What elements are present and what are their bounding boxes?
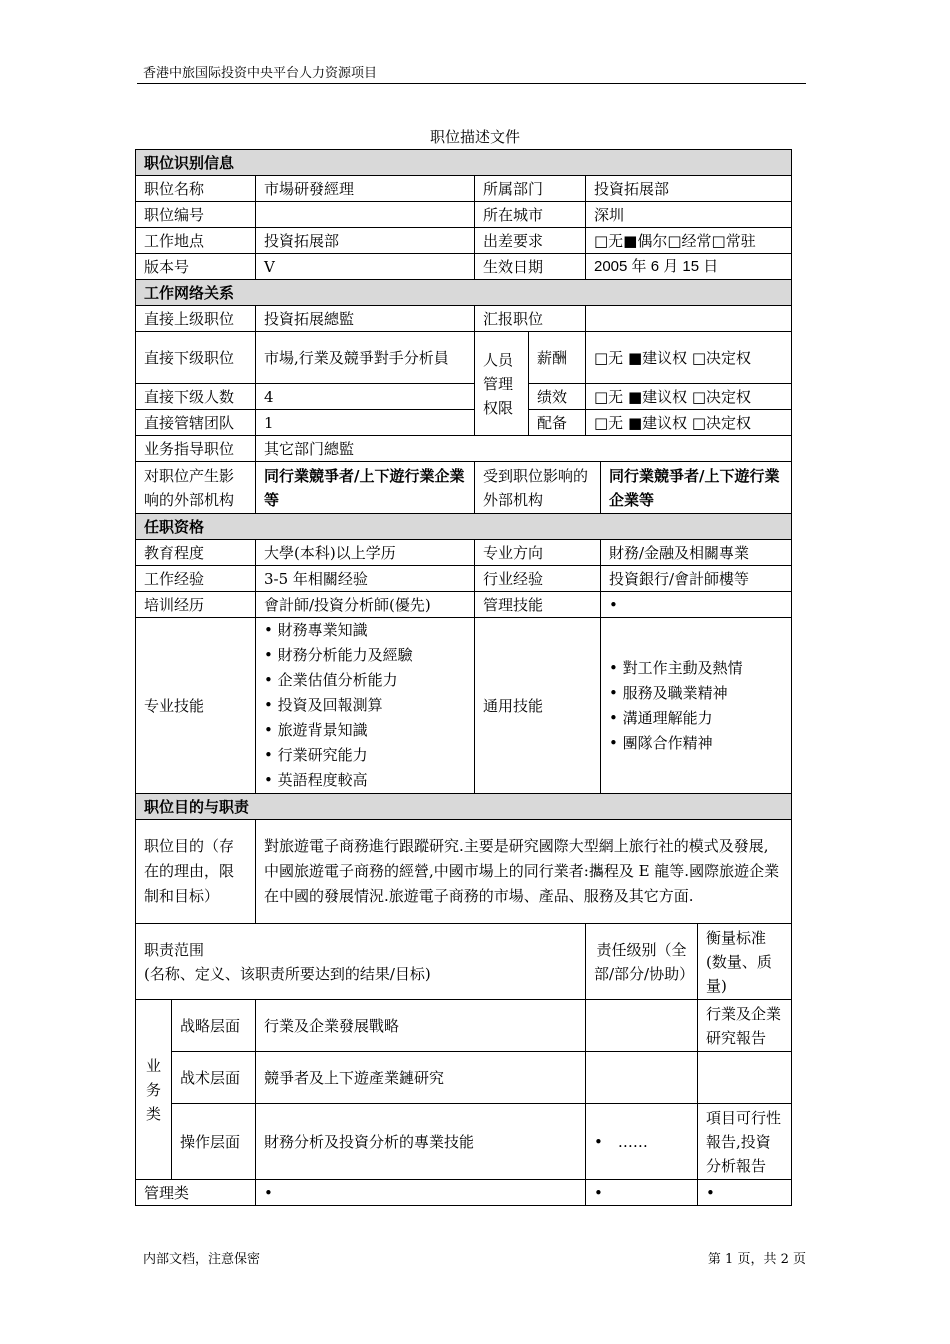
value-direct-team: 1 — [256, 410, 475, 436]
value-industry-experience: 投資銀行/會計師樓等 — [601, 566, 792, 592]
label-staff-authority: 人员管理权限 — [475, 332, 529, 436]
value-management-standard: • — [698, 1180, 792, 1206]
list-item: • 團隊合作精神 — [609, 731, 783, 756]
value-training: 會計師/投資分析師(優先) — [256, 592, 475, 618]
value-management-skills: • — [601, 592, 792, 618]
label-travel-requirement: 出差要求 — [475, 228, 586, 254]
list-item: • 財務專業知識 — [264, 618, 466, 643]
list-item: • 投資及回報測算 — [264, 693, 466, 718]
header-duty-scope — [136, 924, 586, 1000]
value-strategic-standard: 行業及企業研究報告 — [698, 1000, 792, 1052]
label-version: 版本号 — [136, 254, 256, 280]
section-purpose-duties: 职位目的与职责 — [136, 794, 792, 820]
label-professional-skills: 专业技能 — [136, 618, 256, 794]
label-work-experience: 工作经验 — [136, 566, 256, 592]
value-operational-duty: 財務分析及投資分析的專業技能 — [256, 1104, 586, 1180]
page-header: 香港中旅国际投资中央平台人力资源项目 — [143, 66, 378, 81]
professional-skills-list — [264, 618, 466, 793]
value-management-duty: • — [256, 1180, 586, 1206]
value-salary-authority: □无 ■建议权 □决定权 — [586, 332, 792, 384]
value-work-location: 投資拓展部 — [256, 228, 475, 254]
label-effective-date: 生效日期 — [475, 254, 586, 280]
value-effective-date: 2005 年 6 月 15 日 — [586, 254, 792, 280]
value-education: 大學(本科)以上学历 — [256, 540, 475, 566]
label-report-position: 汇报职位 — [475, 306, 586, 332]
value-tactical-level — [586, 1052, 698, 1104]
list-item: • 旅遊背景知識 — [264, 718, 466, 743]
value-operational-standard: 項目可行性報告,投資分析報告 — [698, 1104, 792, 1180]
label-direct-team: 直接管辖团队 — [136, 410, 256, 436]
duty-scope-subtitle: (名称、定义、该职责所要达到的结果/目标) — [144, 964, 431, 983]
value-position-purpose: 對旅遊電子商務進行跟蹤研究.主要是研究國際大型網上旅行社的模式及發展,中國旅遊電子商務的經營,中國市場上的同行業者:攜程及 E 龍等.國際旅遊企業在中國的發展情況.旅遊電子商務的市場、產品、服務及其它方面. — [256, 820, 792, 924]
duty-scope-title: 职责范围 — [144, 940, 205, 959]
section-qualifications: 任职资格 — [136, 514, 792, 540]
label-major: 专业方向 — [475, 540, 601, 566]
label-education: 教育程度 — [136, 540, 256, 566]
label-general-skills: 通用技能 — [475, 618, 601, 794]
label-training: 培训经历 — [136, 592, 256, 618]
header-rule — [137, 83, 806, 84]
label-salary: 薪酬 — [529, 332, 586, 384]
value-position-name: 市場研發經理 — [256, 176, 475, 202]
value-department: 投資拓展部 — [586, 176, 792, 202]
label-operational-layer: 操作层面 — [172, 1104, 256, 1180]
document-title: 职位描述文件 — [429, 128, 520, 146]
value-travel-requirement: □无■偶尔□经常□常驻 — [586, 228, 792, 254]
section-position-identity: 职位识别信息 — [136, 150, 792, 176]
value-work-experience: 3-5 年相關经验 — [256, 566, 475, 592]
label-position-purpose: 职位目的（存在的理由，限制和目标） — [136, 820, 256, 924]
label-business-category: 业务类 — [136, 1000, 172, 1180]
value-influencing-organizations: 同行業競爭者/上下遊行業企業等 — [256, 462, 475, 514]
job-description-table — [135, 149, 792, 1206]
list-item: • 英語程度較高 — [264, 768, 466, 793]
list-item: • 財務分析能力及經驗 — [264, 643, 466, 668]
header-measurement-standard: 衡量标准(数量、质量) — [698, 924, 792, 1000]
value-subordinate-count: 4 — [256, 384, 475, 410]
label-work-location: 工作地点 — [136, 228, 256, 254]
label-department: 所属部门 — [475, 176, 586, 202]
label-tactical-layer: 战术层面 — [172, 1052, 256, 1104]
value-staffing-authority: □无 ■建议权 □决定权 — [586, 410, 792, 436]
header-responsibility-level: 责任级别（全部/部分/协助） — [586, 924, 698, 1000]
label-business-guidance: 业务指导职位 — [136, 436, 256, 462]
list-item: • 對工作主動及熱情 — [609, 656, 783, 681]
label-direct-supervisor: 直接上级职位 — [136, 306, 256, 332]
label-performance: 绩效 — [529, 384, 586, 410]
general-skills-list — [609, 656, 783, 756]
label-subordinate-count: 直接下级人数 — [136, 384, 256, 410]
label-position-code: 职位编号 — [136, 202, 256, 228]
value-operational-level: • …… — [586, 1104, 698, 1180]
label-industry-experience: 行业经验 — [475, 566, 601, 592]
list-item: • 溝通理解能力 — [609, 706, 783, 731]
value-performance-authority: □无 ■建议权 □决定权 — [586, 384, 792, 410]
value-position-code — [256, 202, 475, 228]
value-affected-organizations: 同行業競爭者/上下遊行業企業等 — [601, 462, 792, 514]
value-major: 財務/金融及相關專業 — [601, 540, 792, 566]
label-affected-organizations: 受到职位影响的外部机构 — [475, 462, 601, 514]
value-direct-supervisor: 投資拓展總監 — [256, 306, 475, 332]
value-version: V — [256, 254, 475, 280]
value-strategic-duty: 行業及企業發展戰略 — [256, 1000, 586, 1052]
label-position-name: 职位名称 — [136, 176, 256, 202]
label-city: 所在城市 — [475, 202, 586, 228]
value-direct-subordinate: 市場,行業及競爭對手分析員 — [256, 332, 475, 384]
value-tactical-duty: 競爭者及上下遊產業鏈研究 — [256, 1052, 586, 1104]
list-item: • 企業估值分析能力 — [264, 668, 466, 693]
label-staffing: 配备 — [529, 410, 586, 436]
label-management-skills: 管理技能 — [475, 592, 601, 618]
label-management-category: 管理类 — [136, 1180, 256, 1206]
value-city: 深圳 — [586, 202, 792, 228]
value-business-guidance: 其它部门總監 — [256, 436, 792, 462]
section-work-network: 工作网络关系 — [136, 280, 792, 306]
value-report-position — [586, 306, 792, 332]
list-item: • 行業研究能力 — [264, 743, 466, 768]
label-strategic-layer: 战略层面 — [172, 1000, 256, 1052]
list-item: • 服務及職業精神 — [609, 681, 783, 706]
label-influencing-organizations: 对职位产生影响的外部机构 — [136, 462, 256, 514]
footer-confidential: 内部文档，注意保密 — [143, 1252, 261, 1267]
label-direct-subordinate: 直接下级职位 — [136, 332, 256, 384]
value-strategic-level — [586, 1000, 698, 1052]
value-management-level: • — [586, 1180, 698, 1206]
footer-page-number: 第 1 页，共 2 页 — [707, 1252, 806, 1267]
value-tactical-standard — [698, 1052, 792, 1104]
